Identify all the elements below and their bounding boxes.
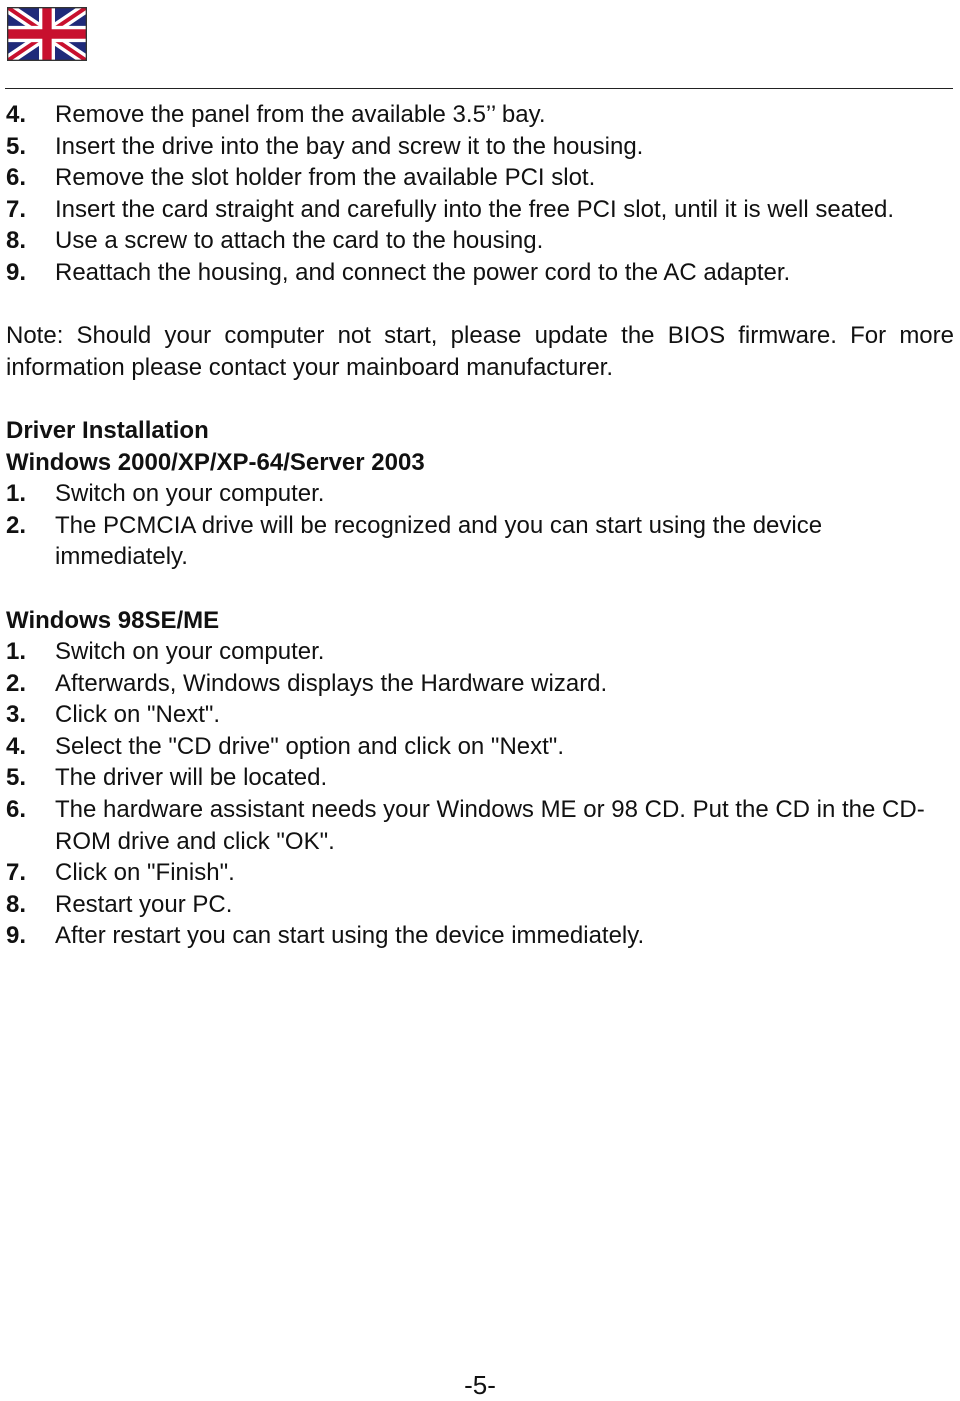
step-number: 6. — [6, 796, 27, 824]
step-number: 9. — [6, 258, 27, 286]
list-item — [6, 794, 954, 857]
step-number: 3. — [6, 701, 27, 729]
list-item — [6, 194, 954, 226]
windows-2000-steps — [6, 478, 954, 573]
step-number: 7. — [6, 195, 27, 223]
step-number: 7. — [6, 859, 27, 887]
bios-note: Note: Should your computer not start, please update the BIOS firmware. For more information please contact your mainboard manufacturer. — [6, 322, 954, 381]
list-item — [6, 731, 954, 763]
step-text: Switch on your computer. — [55, 480, 325, 508]
step-text: Afterwards, Windows displays the Hardware wizard. — [55, 669, 608, 697]
step-text: Insert the card straight and carefully into the free PCI slot, until it is well seated. — [55, 195, 895, 223]
step-text: The hardware assistant needs your Windows ME or 98 CD. Put the CD in the CD-ROM drive and click "OK". — [55, 796, 925, 855]
step-text: Click on "Next". — [55, 701, 221, 729]
step-text: Restart your PC. — [55, 890, 233, 918]
list-item — [6, 636, 954, 668]
step-text: Insert the drive into the bay and screw it to the housing. — [55, 132, 644, 160]
step-number: 6. — [6, 164, 27, 192]
list-item — [6, 762, 954, 794]
step-text: Remove the panel from the available 3.5’’ bay. — [55, 101, 546, 128]
driver-installation-heading: Driver Installation — [6, 416, 209, 444]
list-item — [6, 889, 954, 921]
windows-98-heading: Windows 98SE/ME — [6, 606, 220, 634]
step-number: 4. — [6, 732, 27, 760]
windows-98-steps — [6, 636, 954, 952]
step-number: 1. — [6, 480, 27, 508]
header-divider — [5, 88, 953, 89]
step-number: 9. — [6, 922, 27, 950]
step-text: Reattach the housing, and connect the power cord to the AC adapter. — [55, 258, 791, 286]
list-item — [6, 920, 954, 952]
step-number: 4. — [6, 101, 27, 128]
step-text: Select the "CD drive" option and click on "Next". — [55, 732, 564, 760]
list-item — [6, 699, 954, 731]
step-number: 2. — [6, 669, 27, 697]
step-number: 8. — [6, 890, 27, 918]
step-text: After restart you can start using the device immediately. — [55, 922, 645, 950]
list-item — [6, 225, 954, 257]
list-item — [6, 478, 954, 510]
step-number: 5. — [6, 132, 27, 160]
list-item — [6, 131, 954, 163]
list-item — [6, 257, 954, 289]
list-item — [6, 668, 954, 700]
page-number: -5- — [464, 1370, 496, 1400]
uk-flag-icon — [7, 7, 87, 61]
list-item — [6, 510, 954, 573]
document-body — [6, 99, 954, 952]
step-text: Switch on your computer. — [55, 638, 325, 666]
step-number: 8. — [6, 227, 27, 255]
step-text: Use a screw to attach the card to the housing. — [55, 227, 544, 255]
step-number: 2. — [6, 511, 27, 539]
step-text: The PCMCIA drive will be recognized and you can start using the device immediately. — [55, 511, 823, 571]
step-text: The driver will be located. — [55, 764, 328, 792]
windows-2000-heading: Windows 2000/XP/XP-64/Server 2003 — [6, 448, 425, 476]
step-number: 5. — [6, 764, 27, 792]
list-item — [6, 162, 954, 194]
list-item — [6, 857, 954, 889]
step-text: Remove the slot holder from the available PCI slot. — [55, 164, 596, 192]
list-item — [6, 99, 954, 131]
step-number: 1. — [6, 638, 27, 666]
step-text: Click on "Finish". — [55, 859, 235, 887]
installation-steps — [6, 99, 954, 289]
